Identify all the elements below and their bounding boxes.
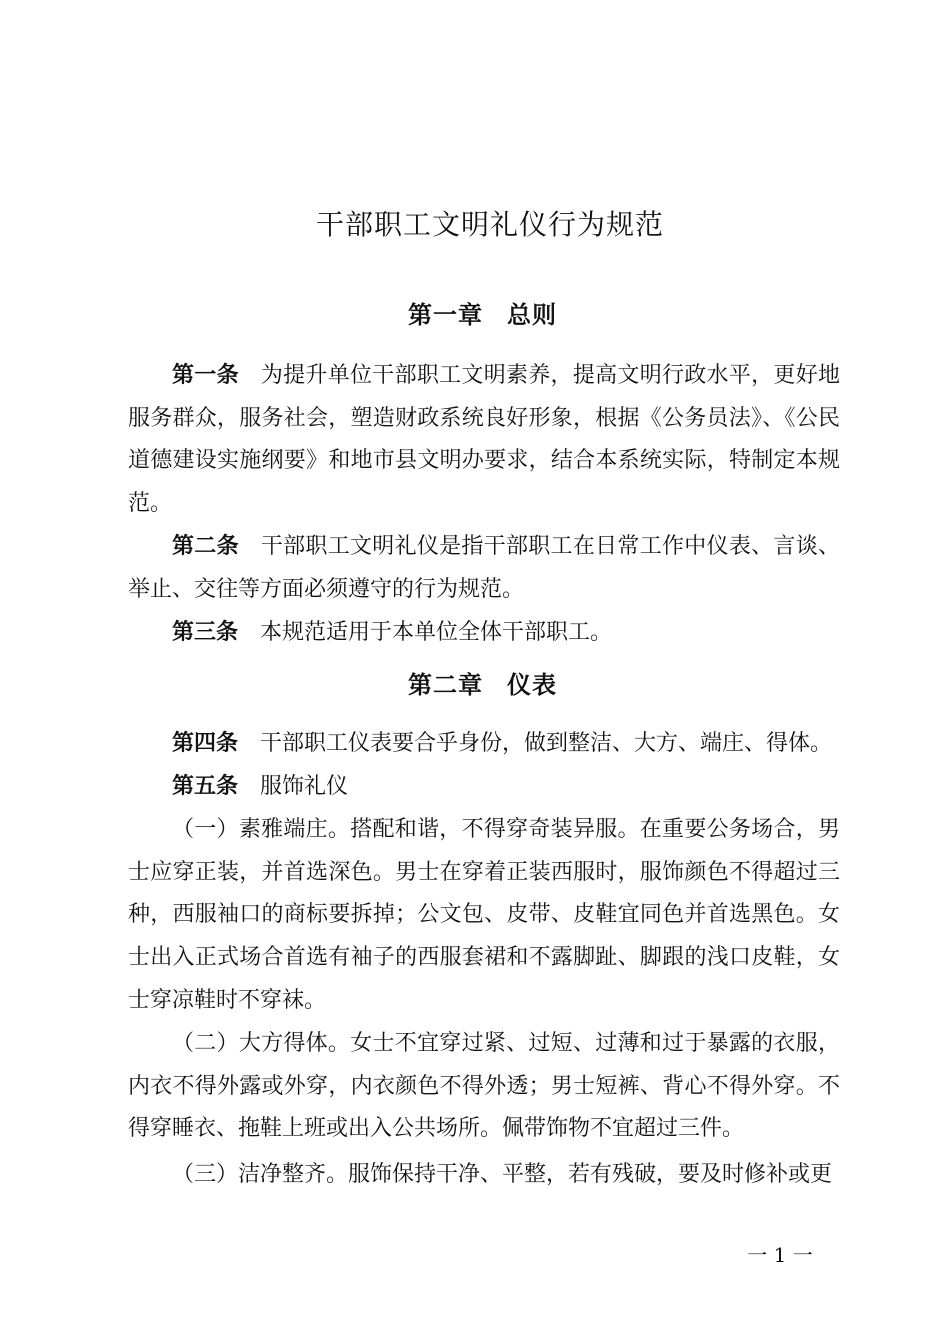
chapter-heading-1 xyxy=(0,295,950,335)
article-label: 第五条 xyxy=(172,774,239,799)
article-text: 干部职工文明礼仪是指干部职工在日常工作中仪表、言谈、举止、交往等方面必须遵守的行为规范。 xyxy=(128,534,840,602)
chapter-number: 第二章 xyxy=(408,671,483,699)
article-paragraph xyxy=(128,766,840,809)
chapter-name: 仪表 xyxy=(507,671,557,699)
article-paragraph xyxy=(128,355,840,526)
clause-text: （一）素雅端庄。搭配和谐，不得穿奇装异服。在重要公务场合，男士应穿正装，并首选深色。男士在穿着正装西服时，服饰颜色不得超过三种，西服袖口的商标要拆掉；公文包、皮带、皮鞋宜同色并首选黑色。女士出入正式场合首选有袖子的西服套裙和不露脚趾、脚跟的浅口皮鞋，女士穿凉鞋时不穿袜。 xyxy=(128,817,840,1013)
clause-paragraph xyxy=(128,809,840,1023)
article-text: 本规范适用于本单位全体干部职工。 xyxy=(260,620,613,645)
article-paragraph xyxy=(128,526,840,611)
chapter-name: 总则 xyxy=(507,301,557,329)
clause-text: （三）洁净整齐。服饰保持干净、平整，若有残破，要及时修补或更 xyxy=(172,1162,833,1187)
article-label: 第二条 xyxy=(172,534,239,559)
article-text: 干部职工仪表要合乎身份，做到整洁、大方、端庄、得体。 xyxy=(260,731,833,756)
clause-text: （二）大方得体。女士不宜穿过紧、过短、过薄和过于暴露的衣服，内衣不得外露或外穿，内衣颜色不得外透；男士短裤、背心不得外穿。不得穿睡衣、拖鞋上班或出入公共场所。佩带饰物不宜超过三件。 xyxy=(128,1031,840,1142)
chapter-heading-2 xyxy=(0,665,950,705)
article-text: 为提升单位干部职工文明素养，提高文明行政水平，更好地服务群众，服务社会，塑造财政系统良好形象，根据《公务员法》、《公民道德建设实施纲要》和地市县文明办要求，结合本系统实际，特制定本规范。 xyxy=(128,363,840,517)
page-number: 一 1 一 xyxy=(747,1243,813,1267)
article-label: 第三条 xyxy=(172,620,239,645)
clause-paragraph xyxy=(128,1023,840,1151)
article-paragraph xyxy=(128,612,840,655)
document-title: 干部职工文明礼仪行为规范 xyxy=(315,208,664,241)
article-paragraph xyxy=(128,723,840,766)
chapter-number: 第一章 xyxy=(408,301,483,329)
article-text: 服饰礼仪 xyxy=(260,774,349,799)
clause-paragraph xyxy=(128,1154,840,1197)
article-label: 第四条 xyxy=(172,731,239,756)
article-label: 第一条 xyxy=(172,363,239,388)
